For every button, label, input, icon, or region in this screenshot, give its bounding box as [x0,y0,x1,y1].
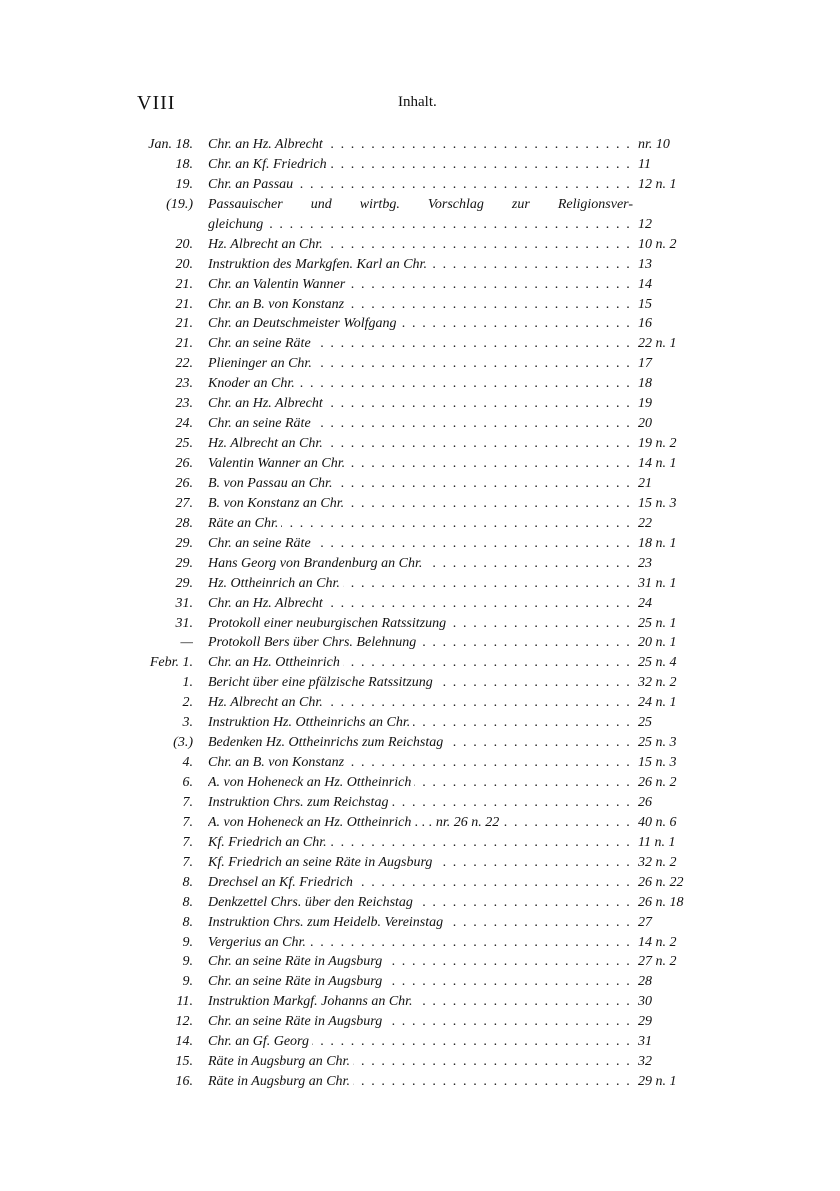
entry-date: 26. [175,475,193,491]
entry-date: 26. [175,456,193,472]
entry-title: Chr. an Passau [208,177,296,192]
toc-entry [0,753,840,773]
entry-date: 7. [182,794,193,810]
entry-title: B. von Passau an Chr. [208,476,335,491]
entry-date: 20. [175,236,193,252]
toc-entry [0,833,840,853]
entry-date: 14. [175,1034,193,1050]
entry-date: 3. [182,715,193,731]
entry-title: Knoder an Chr. [208,376,298,391]
entry-date: 23. [175,376,193,392]
entry-title: Bericht über eine pfälzische Ratssitzung [208,675,436,690]
entry-title: Chr. an Kf. Friedrich [208,157,330,172]
entry-reference: 13 [638,256,652,272]
entry-reference: 19 [638,396,652,412]
toc-entry [0,314,840,334]
entry-title: Räte an Chr. [208,516,281,531]
entry-reference: 24 n. 1 [638,695,677,711]
entry-reference: 12 n. 1 [638,176,677,192]
entry-reference: 25 [638,715,652,731]
entry-title-line: gleichung [208,217,266,232]
entry-date: 24. [175,416,193,432]
toc-entry [0,235,840,255]
entry-title: Hz. Albrecht an Chr. [208,695,326,710]
entry-reference: 18 [638,376,652,392]
entry-reference: 15 n. 3 [638,755,677,771]
entry-reference: 23 [638,555,652,571]
entry-title: Hans Georg von Brandenburg an Chr. [208,556,425,571]
toc-entry [0,374,840,394]
entry-reference: 27 n. 2 [638,954,677,970]
entry-date: 9. [182,974,193,990]
toc-entry [0,653,840,673]
entry-date: 28. [175,515,193,531]
entry-date: 8. [182,894,193,910]
toc-entry [0,354,840,374]
entry-title: Räte in Augsburg an Chr. [208,1074,353,1089]
entry-date: 16. [175,1074,193,1090]
toc-entry [0,295,840,315]
entry-reference: 10 n. 2 [638,236,677,252]
toc-entry [0,713,840,733]
entry-reference: 16 [638,316,652,332]
toc-entry [0,1052,840,1072]
toc-entry [0,913,840,933]
entry-date: 1. [182,675,193,691]
entry-reference: 24 [638,595,652,611]
entry-title: Valentin Wanner an Chr. [208,456,348,471]
entry-date: 6. [182,775,193,791]
entry-date: 7. [182,854,193,870]
entry-title: Chr. an seine Räte [208,536,314,551]
entry-date: 21. [175,296,193,312]
entry-reference: 31 n. 1 [638,575,677,591]
entry-title: Kf. Friedrich an seine Räte in Augsburg [208,855,435,870]
entry-reference: 20 [638,416,652,432]
toc-entry [0,614,840,634]
entry-title: Chr. an B. von Konstanz [208,755,347,770]
entry-title: Instruktion Chrs. zum Heidelb. Vereinstag [208,915,446,930]
entry-reference: 19 n. 2 [638,436,677,452]
entry-date: 21. [175,316,193,332]
entry-date: 8. [182,874,193,890]
running-head-title: Inhalt. [398,94,437,110]
entry-reference: 28 [638,974,652,990]
toc-entry [0,893,840,913]
toc-entry [0,733,840,753]
entry-date: 29. [175,555,193,571]
entry-reference: 25 n. 3 [638,735,677,751]
entry-title: Räte in Augsburg an Chr. [208,1054,353,1069]
entry-title: Hz. Ottheinrich an Chr. [208,576,343,591]
toc-entry [0,992,840,1012]
entry-date: 19. [175,176,193,192]
entry-date: 23. [175,396,193,412]
toc-entry [0,434,840,454]
entry-title: Instruktion Hz. Ottheinrichs an Chr. [208,715,413,730]
entry-title: Chr. an seine Räte [208,336,314,351]
entry-date: 4. [182,755,193,771]
entry-reference: 26 n. 2 [638,775,677,791]
toc-entry [0,135,840,155]
toc-entry [0,574,840,594]
entry-title: Kf. Friedrich an Chr. [208,835,330,850]
entry-title: Chr. an seine Räte in Augsburg [208,1014,385,1029]
entry-date: 11. [176,994,193,1010]
entry-title: Chr. an Hz. Albrecht [208,396,326,411]
entry-date: 2. [182,695,193,711]
entry-date: 20. [175,256,193,272]
toc-entry [0,474,840,494]
entry-title: Chr. an Deutschmeister Wolfgang [208,316,399,331]
toc-entry [0,693,840,713]
entry-date: 31. [175,595,193,611]
entry-title: Chr. an seine Räte in Augsburg [208,974,385,989]
page-number: VIII [137,92,176,114]
entry-reference: 25 n. 1 [638,615,677,631]
entry-title: Chr. an Valentin Wanner [208,277,348,292]
entry-reference: nr. 10 [638,137,670,152]
entry-title: A. von Hoheneck an Hz. Ottheinrich . . . nr. 26 n. 22 [208,815,502,830]
toc-entry [0,972,840,992]
toc-entry [0,195,840,235]
entry-title: Instruktion Chrs. zum Reichstag [208,795,391,810]
entry-reference: 26 n. 22 [638,874,684,890]
entry-title: Bedenken Hz. Ottheinrichs zum Reichstag [208,735,446,750]
toc-entry [0,673,840,693]
toc-entry [0,793,840,813]
toc-entry [0,175,840,195]
entry-title: Protokoll einer neuburgischen Ratssitzung [208,616,449,631]
entry-date: 21. [175,336,193,352]
entry-date: Febr. 1. [149,655,193,671]
toc-entry [0,813,840,833]
entry-reference: 14 [638,276,652,292]
entry-reference: 32 [638,1054,652,1070]
toc-entry [0,534,840,554]
entry-date: 31. [175,615,193,631]
toc-entry [0,1032,840,1052]
entry-date: 8. [182,914,193,930]
toc-entry [0,334,840,354]
entry-title: Instruktion Markgf. Johanns an Chr. [208,994,416,1009]
entry-date: 12. [175,1014,193,1030]
entry-reference: 21 [638,475,652,491]
entry-reference: 30 [638,994,652,1010]
entry-title-line: Passauischer und wirtbg. Vorschlag zur Religionsver- [208,196,633,212]
toc-entry [0,853,840,873]
entry-reference: 15 [638,296,652,312]
toc-entry [0,514,840,534]
entry-date: — [180,635,193,651]
entry-date: 7. [182,814,193,830]
entry-reference: 32 n. 2 [638,675,677,691]
entry-reference: 22 n. 1 [638,336,677,352]
entry-title: Chr. an seine Räte [208,416,314,431]
entry-title: Chr. an Hz. Albrecht [208,596,326,611]
entry-reference: 40 n. 6 [638,814,677,830]
toc-entry [0,255,840,275]
entry-title [208,195,633,235]
entry-date: 29. [175,575,193,591]
entry-title: Chr. an Hz. Albrecht [208,137,326,152]
entry-reference: 12 [638,216,652,232]
toc-entry [0,594,840,614]
entry-title: Hz. Albrecht an Chr. [208,237,326,252]
entry-reference: 11 n. 1 [638,834,676,850]
entry-date: 21. [175,276,193,292]
entry-date: 9. [182,934,193,950]
toc-entry [0,454,840,474]
entry-title: Protokoll Bers über Chrs. Belehnung [208,635,419,650]
entry-date: 15. [175,1054,193,1070]
entry-reference: 29 n. 1 [638,1074,677,1090]
entry-date: 9. [182,954,193,970]
entry-reference: 29 [638,1014,652,1030]
entry-title: Chr. an Gf. Georg [208,1034,312,1049]
entry-date: 18. [175,156,193,172]
entry-date: 25. [175,436,193,452]
toc-entry [0,633,840,653]
entry-reference: 26 [638,794,652,810]
entry-title: Vergerius an Chr. [208,935,309,950]
entry-reference: 20 n. 1 [638,635,677,651]
entry-date: (19.) [166,196,193,212]
toc-entry [0,554,840,574]
toc-entry [0,933,840,953]
toc-entry [0,1012,840,1032]
entry-reference: 14 n. 2 [638,934,677,950]
entry-date: 7. [182,834,193,850]
toc-entry [0,155,840,175]
entry-reference: 32 n. 2 [638,854,677,870]
entry-reference: 15 n. 3 [638,495,677,511]
entry-reference: 22 [638,515,652,531]
entry-date: (3.) [173,735,193,751]
entry-title: Denkzettel Chrs. über den Reichstag [208,895,416,910]
entry-title: Hz. Albrecht an Chr. [208,436,326,451]
entry-reference: 18 n. 1 [638,535,677,551]
entry-title: Chr. an Hz. Ottheinrich [208,655,343,670]
toc-entry [0,952,840,972]
toc-entry [0,1072,840,1092]
toc-entry [0,414,840,434]
toc-entry [0,394,840,414]
entry-reference: 27 [638,914,652,930]
entry-title: A. von Hoheneck an Hz. Ottheinrich [208,775,414,790]
entry-title: Chr. an seine Räte in Augsburg [208,954,385,969]
entry-title: Instruktion des Markgfen. Karl an Chr. [208,257,430,272]
entry-date: 22. [175,356,193,372]
entry-date: 27. [175,495,193,511]
toc-entry [0,494,840,514]
entry-title: Drechsel an Kf. Friedrich [208,875,356,890]
toc-entry [0,275,840,295]
entry-date: Jan. 18. [148,137,193,152]
entry-reference: 26 n. 18 [638,894,684,910]
entry-title: Chr. an B. von Konstanz [208,297,347,312]
table-of-contents [0,135,840,1092]
entry-date: 29. [175,535,193,551]
entry-title: B. von Konstanz an Chr. [208,496,347,511]
toc-entry [0,773,840,793]
entry-reference: 25 n. 4 [638,655,677,671]
toc-entry [0,873,840,893]
entry-reference: 11 [638,156,651,172]
entry-title: Plieninger an Chr. [208,356,315,371]
entry-reference: 14 n. 1 [638,456,677,472]
entry-reference: 17 [638,356,652,372]
entry-reference: 31 [638,1034,652,1050]
